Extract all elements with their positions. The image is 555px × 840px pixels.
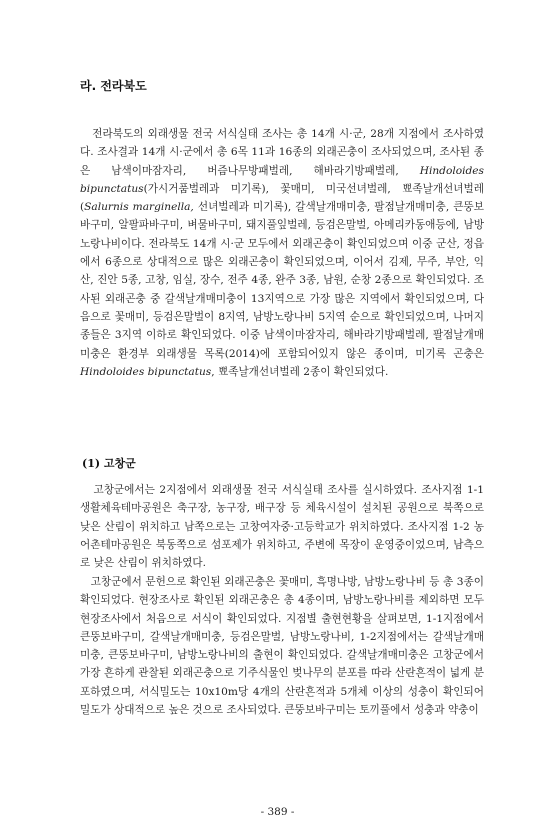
intro-text-4: , 뾰족날개선녀벌레 2종이 확인되었다. (211, 365, 389, 378)
intro-text-1: 전라북도의 외래생물 전국 서식실태 조사는 총 14개 시·군, 28개 지점에서 조사하였다. 조사결과 14개 시·군에서 총 6목 11과 16종의 외래곤충이 조사되었으며, 조사된 종은 남색이마잠자리, 버즘나무방패벌레, 해바라기방패벌레, (80, 128, 484, 177)
gochang-text-2: 고창군에서 문헌으로 확인된 외래곤충은 꽃매미, 흑명나방, 남방노랑나비 등 총 3종이 확인되었다. 현장조사로 확인된 외래곤충은 총 4종이며, 남방노랑나비를 제외하면 모두 현장조사에서 처음으로 서식이 확인되었다. 지점별 출현현황을 살펴보면, 1-1지점에서 큰뚱보바구미, 갈색날개매미충, 등검은말벌, 남방노랑나비, 1-2지점에서는 갈색날개매미충, 큰뚱보바구미, 남방노랑나비의 출현이 확인되었다. 갈색날개매미충은 고창군에서 가장 흔하게 관찰된 외래곤충으로 기주식물인 벚나무의 분포를 따라 산란흔적이 넓게 분포하였으며, 서식밀도는 10x10m당 4개의 산란흔적과 5개체 이상의 성충이 확인되어 밀도가 상대적으로 높은 것으로 조사되었다. 큰뚱보바구미는 토끼풀에서 성충과 약충이 (80, 576, 484, 717)
subsection-title: (1) 고창군 (82, 457, 136, 470)
species-name-1: Hindoloides bipunctatus (80, 164, 484, 195)
gochang-paragraph-1 (80, 481, 484, 572)
gochang-text-1: 고창군에서는 2지점에서 외래생물 전국 서식실태 조사를 실시하였다. 조사지점 1-1 생활체육테마공원은 축구장, 농구장, 배구장 등 체육시설이 설치된 공원으로 북쪽으로 낮은 산림이 위치하고 남쪽으로는 고창여자중·고등학교가 위치하였다. 조사지점 1-2 농어촌테마공원은 북동쪽으로 섬포제가 위치하고, 주변에 목장이 운영중이었으며, 남측으로 낮은 산림이 위치하였다. (80, 484, 485, 570)
species-name-3: Hindoloides bipunctatus (80, 365, 212, 378)
page-number: - 389 - (260, 806, 295, 818)
intro-paragraph (80, 125, 484, 381)
intro-text-2: (가시거품벌레과 미기록), 꽃매미, 미국선녀벌레, 뾰족날개선녀벌레( (80, 182, 484, 214)
species-name-2: Salurnis marginella, (84, 201, 194, 214)
gochang-paragraph-2 (80, 573, 484, 719)
intro-text-3: 선녀벌레과 미기록), 갈색날개매미충, 팔점날개매미충, 큰뚱보바구미, 알팔파바구미, 벼물바구미, 돼지풀잎벌레, 등검은말벌, 아메리카동애등에, 남방노랑나비이다. 전라북도 14개 시·군 모두에서 외래곤충이 확인되었으며 이중 군산, 정읍에서 6종으로 상대적으로 많은 외래곤충이 확인되었으며, 이어서 김제, 무주, 부안, 익산, 진안 5종, 고창, 임실, 장수, 전주 4종, 완주 3종, 남원, 순창 2종으로 확인되었다. 조사된 외래곤충 중 갈색날개매미충이 13지역으로 가장 많은 지역에서 확인되었으며, 다음으로 꽃매미, 등검은말벌이 8지역, 남방노랑나비 5지역 순으로 확인되었으며, 나머지 종들은 3지역 이하로 확인되었다. 이중 남색이마잠자리, 해바라기방패벌레, 팔점날개매미충은 환경부 외래생물 목록(2014)에 포함되어있지 않은 종이며, 미기록 곤충은 (80, 201, 484, 360)
section-heading: 라. 전라북도 (80, 79, 147, 93)
